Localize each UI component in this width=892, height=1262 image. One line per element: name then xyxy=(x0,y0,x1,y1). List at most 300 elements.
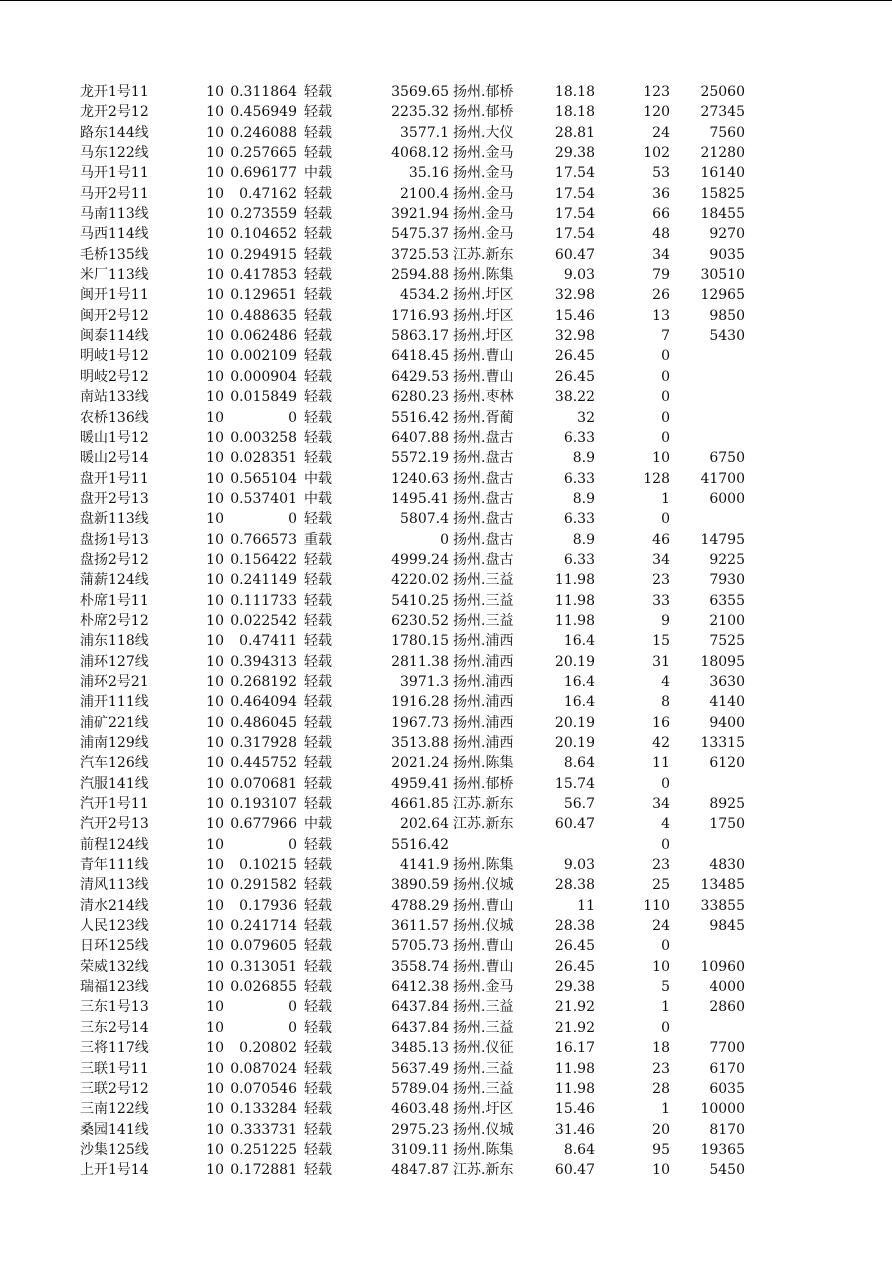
load-ratio-cell: 0.246088 xyxy=(230,124,297,141)
length-cell: 15.46 xyxy=(554,1101,595,1118)
load-ratio-cell: 0.111733 xyxy=(230,592,297,609)
table-row xyxy=(0,936,892,956)
voltage-cell: 10 xyxy=(206,328,224,345)
line-name-cell: 路东144线 xyxy=(80,124,149,141)
kva-cell: 8925 xyxy=(709,796,745,813)
count-cell: 53 xyxy=(652,165,670,182)
table-row xyxy=(0,875,892,895)
load-status-cell: 轻载 xyxy=(304,185,332,202)
count-cell: 26 xyxy=(652,287,670,304)
capacity-cell: 3569.65 xyxy=(391,84,449,100)
voltage-cell: 10 xyxy=(206,1019,224,1036)
voltage-cell: 10 xyxy=(206,938,224,955)
capacity-cell: 2594.88 xyxy=(391,267,449,284)
capacity-cell: 3921.94 xyxy=(391,206,449,223)
table-row xyxy=(0,1018,892,1038)
table-row xyxy=(0,428,892,448)
length-cell: 20.19 xyxy=(554,653,595,670)
load-ratio-cell: 0.313051 xyxy=(230,958,297,975)
length-cell: 6.33 xyxy=(563,511,595,528)
kva-cell: 10960 xyxy=(700,958,745,975)
line-name-cell: 汽开2号13 xyxy=(80,816,149,833)
table-row xyxy=(0,1120,892,1140)
load-status-cell: 轻载 xyxy=(304,999,332,1016)
length-cell: 26.45 xyxy=(554,938,595,955)
kva-cell: 6750 xyxy=(709,450,745,467)
table-row xyxy=(0,692,892,712)
count-cell: 23 xyxy=(652,1060,670,1077)
table-row xyxy=(0,1099,892,1119)
table-row xyxy=(0,245,892,265)
count-cell: 10 xyxy=(652,1162,670,1179)
voltage-cell: 10 xyxy=(206,206,224,223)
kva-cell: 6000 xyxy=(709,490,745,507)
voltage-cell: 10 xyxy=(206,287,224,304)
count-cell: 18 xyxy=(652,1040,670,1057)
count-cell: 0 xyxy=(661,511,670,528)
capacity-cell: 4068.12 xyxy=(391,145,449,162)
length-cell: 32 xyxy=(577,409,595,426)
table-row xyxy=(0,611,892,631)
load-ratio-cell: 0.251225 xyxy=(230,1141,297,1158)
voltage-cell: 10 xyxy=(206,1141,224,1158)
area-cell: 扬州.圩区 xyxy=(453,307,514,324)
table-row xyxy=(0,224,892,244)
load-status-cell: 轻载 xyxy=(304,653,332,670)
capacity-cell: 5516.42 xyxy=(391,409,449,426)
area-cell: 扬州.金马 xyxy=(453,145,514,162)
load-status-cell: 轻载 xyxy=(304,1141,332,1158)
capacity-cell: 2975.23 xyxy=(391,1121,449,1138)
voltage-cell: 10 xyxy=(206,470,224,487)
line-name-cell: 瑞福123线 xyxy=(80,979,149,996)
line-name-cell: 闽开1号11 xyxy=(80,287,149,304)
area-cell: 扬州.陈集 xyxy=(453,1141,514,1158)
line-name-cell: 农桥136线 xyxy=(80,409,149,426)
kva-cell: 9850 xyxy=(709,307,745,324)
count-cell: 33 xyxy=(652,592,670,609)
count-cell: 0 xyxy=(661,775,670,792)
count-cell: 34 xyxy=(652,551,670,568)
load-ratio-cell: 0.291582 xyxy=(230,877,297,894)
load-ratio-cell: 0.000904 xyxy=(230,368,297,385)
kva-cell: 13485 xyxy=(700,877,745,894)
load-status-cell: 轻载 xyxy=(304,673,332,690)
voltage-cell: 10 xyxy=(206,450,224,467)
load-status-cell: 轻载 xyxy=(304,104,332,121)
table-row xyxy=(0,997,892,1017)
table-row xyxy=(0,570,892,590)
count-cell: 4 xyxy=(661,816,670,833)
area-cell: 扬州.曹山 xyxy=(453,348,514,365)
table-row xyxy=(0,82,892,102)
line-name-cell: 马东122线 xyxy=(80,145,149,162)
line-name-cell: 青年111线 xyxy=(80,857,149,874)
count-cell: 24 xyxy=(652,124,670,141)
area-cell: 扬州.盘古 xyxy=(453,531,514,548)
load-ratio-cell: 0.677966 xyxy=(230,816,297,833)
voltage-cell: 10 xyxy=(206,368,224,385)
capacity-cell: 5705.73 xyxy=(391,938,449,955)
voltage-cell: 10 xyxy=(206,1060,224,1077)
capacity-cell: 1240.63 xyxy=(391,470,449,487)
kva-cell: 5430 xyxy=(709,328,745,345)
length-cell: 20.19 xyxy=(554,714,595,731)
line-name-cell: 闽开2号12 xyxy=(80,307,149,324)
load-ratio-cell: 0.488635 xyxy=(230,307,297,324)
load-status-cell: 轻载 xyxy=(304,145,332,162)
area-cell: 扬州.三益 xyxy=(453,1019,514,1036)
voltage-cell: 10 xyxy=(206,246,224,263)
count-cell: 28 xyxy=(652,1080,670,1097)
spreadsheet-table xyxy=(0,82,892,1181)
line-name-cell: 前程124线 xyxy=(80,836,149,853)
capacity-cell: 1967.73 xyxy=(391,714,449,731)
voltage-cell: 10 xyxy=(206,511,224,528)
table-row xyxy=(0,1079,892,1099)
voltage-cell: 10 xyxy=(206,1162,224,1179)
voltage-cell: 10 xyxy=(206,836,224,853)
area-cell: 扬州.盘古 xyxy=(453,470,514,487)
voltage-cell: 10 xyxy=(206,755,224,772)
area-cell: 扬州.浦西 xyxy=(453,633,514,650)
kva-cell: 9225 xyxy=(709,551,745,568)
load-status-cell: 中载 xyxy=(304,165,332,182)
kva-cell: 3630 xyxy=(709,673,745,690)
count-cell: 0 xyxy=(661,348,670,365)
load-ratio-cell: 0.129651 xyxy=(230,287,297,304)
count-cell: 0 xyxy=(661,389,670,406)
table-row xyxy=(0,855,892,875)
count-cell: 48 xyxy=(652,226,670,243)
area-cell: 扬州.盘古 xyxy=(453,450,514,467)
length-cell: 60.47 xyxy=(554,246,595,263)
load-ratio-cell: 0.20802 xyxy=(239,1040,297,1057)
voltage-cell: 10 xyxy=(206,999,224,1016)
area-cell: 扬州.仪城 xyxy=(453,877,514,894)
line-name-cell: 南站133线 xyxy=(80,389,149,406)
kva-cell: 30510 xyxy=(700,267,745,284)
table-row xyxy=(0,1160,892,1180)
length-cell: 32.98 xyxy=(554,328,595,345)
line-name-cell: 三联1号11 xyxy=(80,1060,149,1077)
page-top-border xyxy=(0,0,892,1)
count-cell: 11 xyxy=(652,755,670,772)
area-cell: 扬州.三益 xyxy=(453,1080,514,1097)
length-cell: 16.17 xyxy=(554,1040,595,1057)
load-status-cell: 轻载 xyxy=(304,1121,332,1138)
length-cell: 17.54 xyxy=(554,165,595,182)
load-ratio-cell: 0 xyxy=(288,409,297,426)
load-ratio-cell: 0.565104 xyxy=(230,470,297,487)
kva-cell: 10000 xyxy=(700,1101,745,1118)
load-status-cell: 轻载 xyxy=(304,877,332,894)
capacity-cell: 35.16 xyxy=(408,165,449,182)
count-cell: 102 xyxy=(643,145,670,162)
count-cell: 8 xyxy=(661,694,670,711)
length-cell: 8.9 xyxy=(572,531,595,548)
count-cell: 13 xyxy=(652,307,670,324)
area-cell: 扬州.陈集 xyxy=(453,857,514,874)
area-cell: 扬州.浦西 xyxy=(453,673,514,690)
voltage-cell: 10 xyxy=(206,633,224,650)
area-cell: 江苏.新东 xyxy=(453,1162,514,1179)
area-cell: 扬州.浦西 xyxy=(453,694,514,711)
table-row xyxy=(0,408,892,428)
table-row xyxy=(0,346,892,366)
capacity-cell: 4959.41 xyxy=(391,775,449,792)
voltage-cell: 10 xyxy=(206,612,224,629)
line-name-cell: 暖山2号14 xyxy=(80,450,149,467)
kva-cell: 6035 xyxy=(709,1080,745,1097)
load-status-cell: 轻载 xyxy=(304,409,332,426)
capacity-cell: 4788.29 xyxy=(391,897,449,914)
load-status-cell: 轻载 xyxy=(304,287,332,304)
capacity-cell: 1716.93 xyxy=(391,307,449,324)
load-status-cell: 中载 xyxy=(304,490,332,507)
kva-cell: 7700 xyxy=(709,1040,745,1057)
load-status-cell: 中载 xyxy=(304,470,332,487)
table-row xyxy=(0,753,892,773)
line-name-cell: 朴席2号12 xyxy=(80,612,149,629)
load-ratio-cell: 0.47162 xyxy=(239,185,297,202)
line-name-cell: 盘扬1号13 xyxy=(80,531,149,548)
capacity-cell: 6437.84 xyxy=(391,999,449,1016)
load-ratio-cell: 0.156422 xyxy=(230,551,297,568)
line-name-cell: 盘新113线 xyxy=(80,511,149,528)
load-status-cell: 轻载 xyxy=(304,1101,332,1118)
table-row xyxy=(0,469,892,489)
kva-cell: 5450 xyxy=(709,1162,745,1179)
length-cell: 32.98 xyxy=(554,287,595,304)
length-cell: 21.92 xyxy=(554,999,595,1016)
voltage-cell: 10 xyxy=(206,714,224,731)
load-ratio-cell: 0.333731 xyxy=(230,1121,297,1138)
kva-cell: 6170 xyxy=(709,1060,745,1077)
load-ratio-cell: 0.273559 xyxy=(230,206,297,223)
count-cell: 1 xyxy=(661,999,670,1016)
count-cell: 4 xyxy=(661,673,670,690)
table-row xyxy=(0,102,892,122)
line-name-cell: 沙集125线 xyxy=(80,1141,149,1158)
load-ratio-cell: 0.394313 xyxy=(230,653,297,670)
line-name-cell: 浦东118线 xyxy=(80,633,149,650)
line-name-cell: 三将117线 xyxy=(80,1040,149,1057)
area-cell: 扬州.圩区 xyxy=(453,1101,514,1118)
capacity-cell: 5572.19 xyxy=(391,450,449,467)
capacity-cell: 5807.4 xyxy=(400,511,449,528)
capacity-cell: 3725.53 xyxy=(391,246,449,263)
capacity-cell: 5863.17 xyxy=(391,328,449,345)
kva-cell: 6120 xyxy=(709,755,745,772)
kva-cell: 9845 xyxy=(709,918,745,935)
load-ratio-cell: 0.486045 xyxy=(230,714,297,731)
voltage-cell: 10 xyxy=(206,429,224,446)
capacity-cell: 5516.42 xyxy=(391,836,449,853)
load-ratio-cell: 0.022542 xyxy=(230,612,297,629)
table-row xyxy=(0,448,892,468)
count-cell: 7 xyxy=(661,328,670,345)
count-cell: 20 xyxy=(652,1121,670,1138)
line-name-cell: 马开1号11 xyxy=(80,165,149,182)
line-name-cell: 桑园141线 xyxy=(80,1121,149,1138)
length-cell: 6.33 xyxy=(563,551,595,568)
length-cell: 38.22 xyxy=(554,389,595,406)
voltage-cell: 10 xyxy=(206,735,224,751)
table-row xyxy=(0,326,892,346)
capacity-cell: 3971.3 xyxy=(400,673,449,690)
load-ratio-cell: 0.10215 xyxy=(239,857,297,874)
kva-cell: 25060 xyxy=(700,84,745,100)
voltage-cell: 10 xyxy=(206,653,224,670)
load-status-cell: 轻载 xyxy=(304,246,332,263)
area-cell: 扬州.浦西 xyxy=(453,653,514,670)
length-cell: 8.64 xyxy=(563,1141,595,1158)
capacity-cell: 3109.11 xyxy=(391,1141,449,1158)
load-status-cell: 轻载 xyxy=(304,918,332,935)
capacity-cell: 2100.4 xyxy=(400,185,449,202)
load-status-cell: 轻载 xyxy=(304,429,332,446)
kva-cell: 9270 xyxy=(709,226,745,243)
line-name-cell: 龙开2号12 xyxy=(80,104,149,121)
load-ratio-cell: 0.456949 xyxy=(230,104,297,121)
length-cell: 11.98 xyxy=(554,592,595,609)
table-row xyxy=(0,733,892,753)
table-row xyxy=(0,387,892,407)
load-ratio-cell: 0.241149 xyxy=(230,572,297,589)
area-cell: 扬州.郁桥 xyxy=(453,775,514,792)
kva-cell: 33855 xyxy=(700,897,745,914)
voltage-cell: 10 xyxy=(206,775,224,792)
length-cell: 9.03 xyxy=(563,857,595,874)
count-cell: 9 xyxy=(661,612,670,629)
count-cell: 24 xyxy=(652,918,670,935)
line-name-cell: 明岐2号12 xyxy=(80,368,149,385)
load-status-cell: 轻载 xyxy=(304,226,332,243)
load-ratio-cell: 0.104652 xyxy=(230,226,297,243)
load-ratio-cell: 0.294915 xyxy=(230,246,297,263)
load-ratio-cell: 0.17936 xyxy=(239,897,297,914)
line-name-cell: 暖山1号12 xyxy=(80,429,149,446)
load-status-cell: 轻载 xyxy=(304,1080,332,1097)
count-cell: 16 xyxy=(652,714,670,731)
table-row xyxy=(0,143,892,163)
length-cell: 18.18 xyxy=(554,104,595,121)
voltage-cell: 10 xyxy=(206,1080,224,1097)
count-cell: 0 xyxy=(661,938,670,955)
length-cell: 28.38 xyxy=(554,918,595,935)
load-ratio-cell: 0.015849 xyxy=(230,389,297,406)
load-ratio-cell: 0.445752 xyxy=(230,755,297,772)
length-cell: 9.03 xyxy=(563,267,595,284)
voltage-cell: 10 xyxy=(206,389,224,406)
load-ratio-cell: 0.193107 xyxy=(230,796,297,813)
count-cell: 128 xyxy=(643,470,670,487)
capacity-cell: 3611.57 xyxy=(391,918,449,935)
capacity-cell: 2235.32 xyxy=(391,104,449,121)
area-cell: 扬州.曹山 xyxy=(453,938,514,955)
table-row xyxy=(0,652,892,672)
line-name-cell: 三东2号14 xyxy=(80,1019,149,1036)
line-name-cell: 三南122线 xyxy=(80,1101,149,1118)
length-cell: 16.4 xyxy=(563,633,595,650)
load-status-cell: 轻载 xyxy=(304,755,332,772)
count-cell: 25 xyxy=(652,877,670,894)
length-cell: 26.45 xyxy=(554,348,595,365)
line-name-cell: 汽开1号11 xyxy=(80,796,149,813)
voltage-cell: 10 xyxy=(206,958,224,975)
table-row xyxy=(0,631,892,651)
capacity-cell: 4847.87 xyxy=(391,1162,449,1179)
area-cell: 扬州.三益 xyxy=(453,1060,514,1077)
count-cell: 66 xyxy=(652,206,670,223)
length-cell: 26.45 xyxy=(554,368,595,385)
load-status-cell: 轻载 xyxy=(304,958,332,975)
length-cell: 11.98 xyxy=(554,1080,595,1097)
load-status-cell: 轻载 xyxy=(304,551,332,568)
voltage-cell: 10 xyxy=(206,897,224,914)
line-name-cell: 浦矿221线 xyxy=(80,714,149,731)
area-cell: 扬州.盘古 xyxy=(453,551,514,568)
kva-cell: 12965 xyxy=(700,287,745,304)
load-status-cell: 轻载 xyxy=(304,612,332,629)
area-cell: 江苏.新东 xyxy=(453,246,514,263)
capacity-cell: 3513.88 xyxy=(391,735,449,751)
load-ratio-cell: 0.417853 xyxy=(230,267,297,284)
load-ratio-cell: 0.133284 xyxy=(230,1101,297,1118)
load-status-cell: 轻载 xyxy=(304,857,332,874)
voltage-cell: 10 xyxy=(206,572,224,589)
voltage-cell: 10 xyxy=(206,348,224,365)
voltage-cell: 10 xyxy=(206,307,224,324)
count-cell: 0 xyxy=(661,409,670,426)
load-status-cell: 轻载 xyxy=(304,389,332,406)
line-name-cell: 盘开1号11 xyxy=(80,470,149,487)
capacity-cell: 1916.28 xyxy=(391,694,449,711)
table-row xyxy=(0,794,892,814)
capacity-cell: 3577.1 xyxy=(400,124,449,141)
length-cell: 6.33 xyxy=(563,470,595,487)
capacity-cell: 2021.24 xyxy=(391,755,449,772)
kva-cell: 16140 xyxy=(700,165,745,182)
length-cell: 11.98 xyxy=(554,572,595,589)
load-ratio-cell: 0.087024 xyxy=(230,1060,297,1077)
load-ratio-cell: 0.241714 xyxy=(230,918,297,935)
line-name-cell: 盘扬2号12 xyxy=(80,551,149,568)
area-cell: 扬州.金马 xyxy=(453,206,514,223)
voltage-cell: 10 xyxy=(206,857,224,874)
length-cell: 8.64 xyxy=(563,755,595,772)
voltage-cell: 10 xyxy=(206,1101,224,1118)
length-cell: 31.46 xyxy=(554,1121,595,1138)
voltage-cell: 10 xyxy=(206,267,224,284)
capacity-cell: 1495.41 xyxy=(391,490,449,507)
kva-cell: 18095 xyxy=(700,653,745,670)
length-cell: 8.9 xyxy=(572,450,595,467)
area-cell: 扬州.大仪 xyxy=(453,124,514,141)
voltage-cell: 10 xyxy=(206,979,224,996)
count-cell: 79 xyxy=(652,267,670,284)
area-cell: 扬州.曹山 xyxy=(453,897,514,914)
load-ratio-cell: 0.003258 xyxy=(230,429,297,446)
kva-cell: 18455 xyxy=(700,206,745,223)
length-cell: 11.98 xyxy=(554,1060,595,1077)
area-cell: 扬州.金马 xyxy=(453,226,514,243)
line-name-cell: 三联2号12 xyxy=(80,1080,149,1097)
kva-cell: 1750 xyxy=(709,816,745,833)
table-row xyxy=(0,550,892,570)
load-status-cell: 轻载 xyxy=(304,511,332,528)
